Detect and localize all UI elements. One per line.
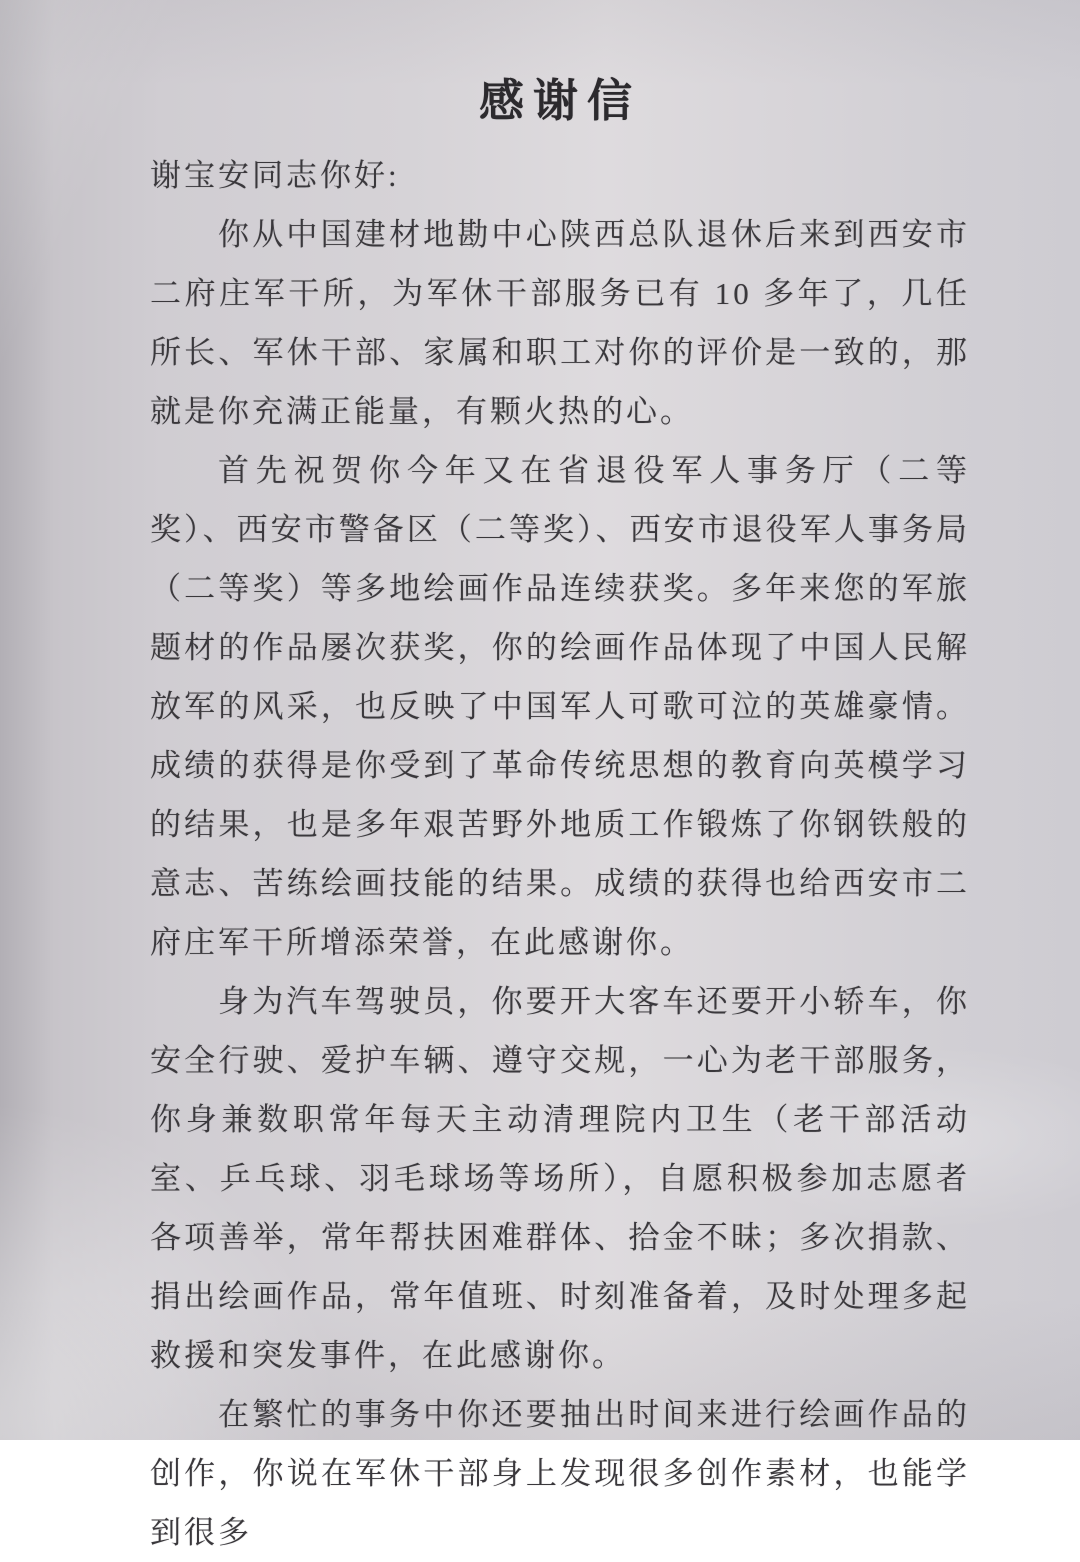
greeting-line: 谢宝安同志你好:	[150, 146, 970, 205]
letter-paragraph-4: 在繁忙的事务中你还要抽出时间来进行绘画作品的创作，你说在军休干部身上发现很多创作素材，也能学到很多	[150, 1385, 970, 1562]
letter-page	[150, 0, 970, 1562]
letter-title: 感谢信	[150, 70, 970, 132]
letter-paragraph-3: 身为汽车驾驶员，你要开大客车还要开小轿车，你安全行驶、爱护车辆、遵守交规，一心为老干部服务，你身兼数职常年每天主动清理院内卫生（老干部活动室、乒乓球、羽毛球场等场所），自愿积极参加志愿者各项善举，常年帮扶困难群体、拾金不昧；多次捐款、捐出绘画作品，常年值班、时刻准备着，及时处理多起救援和突发事件，在此感谢你。	[150, 972, 970, 1385]
letter-paragraph-2: 首先祝贺你今年又在省退役军人事务厅（二等奖）、西安市警备区（二等奖）、西安市退役军人事务局（二等奖）等多地绘画作品连续获奖。多年来您的军旅题材的作品屡次获奖，你的绘画作品体现了中国人民解放军的风采，也反映了中国军人可歌可泣的英雄豪情。成绩的获得是你受到了革命传统思想的教育向英模学习的结果，也是多年艰苦野外地质工作锻炼了你钢铁般的意志、苦练绘画技能的结果。成绩的获得也给西安市二府庄军干所增添荣誉，在此感谢你。	[150, 441, 970, 972]
letter-paragraph-1: 你从中国建材地勘中心陕西总队退休后来到西安市二府庄军干所，为军休干部服务已有 10 多年了，几任所长、军休干部、家属和职工对你的评价是一致的，那就是你充满正能量，有颗火热的心。	[150, 205, 970, 441]
